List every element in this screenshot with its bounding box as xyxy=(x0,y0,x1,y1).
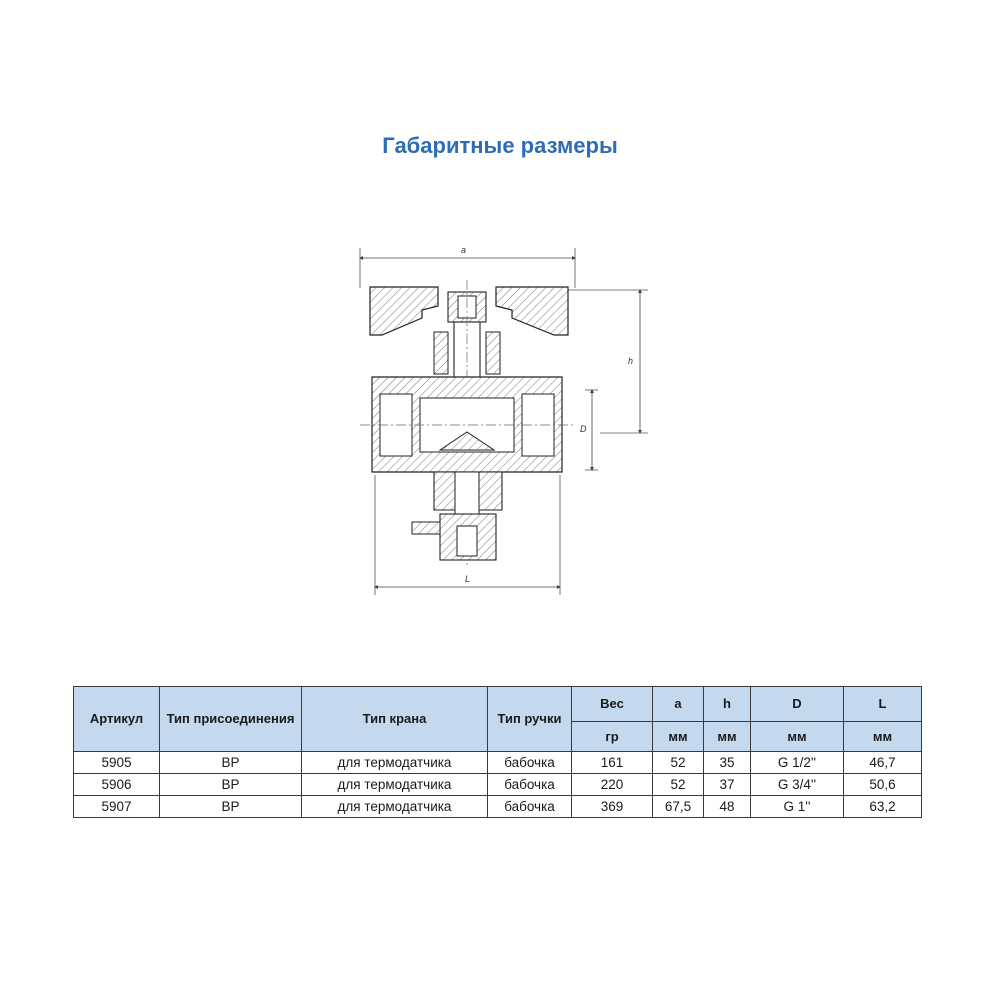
header-connection-type: Тип присоединения xyxy=(160,687,302,752)
dim-label-h: h xyxy=(628,356,634,366)
cell-a: 52 xyxy=(653,774,704,796)
cell-h: 48 xyxy=(704,796,751,818)
cell-valve: для термодатчика xyxy=(302,774,488,796)
unit-weight: гр xyxy=(572,722,653,752)
cell-handle: бабочка xyxy=(488,796,572,818)
valve-body xyxy=(360,377,575,472)
cell-weight: 220 xyxy=(572,774,653,796)
cell-connection: ВР xyxy=(160,752,302,774)
dim-label-l: L xyxy=(465,574,471,584)
cell-l: 46,7 xyxy=(844,752,922,774)
valve-technical-drawing xyxy=(330,240,670,610)
cell-weight: 369 xyxy=(572,796,653,818)
cell-valve: для термодатчика xyxy=(302,796,488,818)
sensor-port xyxy=(412,472,502,560)
cell-handle: бабочка xyxy=(488,774,572,796)
page-title: Габаритные размеры xyxy=(382,133,618,158)
cell-a: 67,5 xyxy=(653,796,704,818)
cell-a: 52 xyxy=(653,752,704,774)
unit-d: мм xyxy=(751,722,844,752)
cell-h: 35 xyxy=(704,752,751,774)
table-row xyxy=(74,774,922,796)
cell-article: 5905 xyxy=(74,752,160,774)
dim-label-d: D xyxy=(580,424,587,434)
header-article: Артикул xyxy=(74,687,160,752)
unit-a: мм xyxy=(653,722,704,752)
header-h: h xyxy=(704,687,751,722)
header-valve-type: Тип крана xyxy=(302,687,488,752)
cell-article: 5906 xyxy=(74,774,160,796)
cell-valve: для термодатчика xyxy=(302,752,488,774)
unit-h: мм xyxy=(704,722,751,752)
cell-l: 50,6 xyxy=(844,774,922,796)
header-l: L xyxy=(844,687,922,722)
cell-weight: 161 xyxy=(572,752,653,774)
table-row xyxy=(74,752,922,774)
cell-connection: ВР xyxy=(160,774,302,796)
specifications-table xyxy=(73,686,922,818)
header-handle-type: Тип ручки xyxy=(488,687,572,752)
cell-handle: бабочка xyxy=(488,752,572,774)
cell-connection: ВР xyxy=(160,796,302,818)
cell-article: 5907 xyxy=(74,796,160,818)
dimension-d xyxy=(580,390,598,470)
header-d: D xyxy=(751,687,844,722)
unit-l: мм xyxy=(844,722,922,752)
cell-d: G 3/4'' xyxy=(751,774,844,796)
cell-d: G 1/2'' xyxy=(751,752,844,774)
cell-d: G 1'' xyxy=(751,796,844,818)
cell-l: 63,2 xyxy=(844,796,922,818)
dimension-a xyxy=(360,245,575,288)
header-weight: Вес xyxy=(572,687,653,722)
cell-h: 37 xyxy=(704,774,751,796)
dim-label-a: a xyxy=(461,245,467,255)
header-a: a xyxy=(653,687,704,722)
table-row xyxy=(74,796,922,818)
